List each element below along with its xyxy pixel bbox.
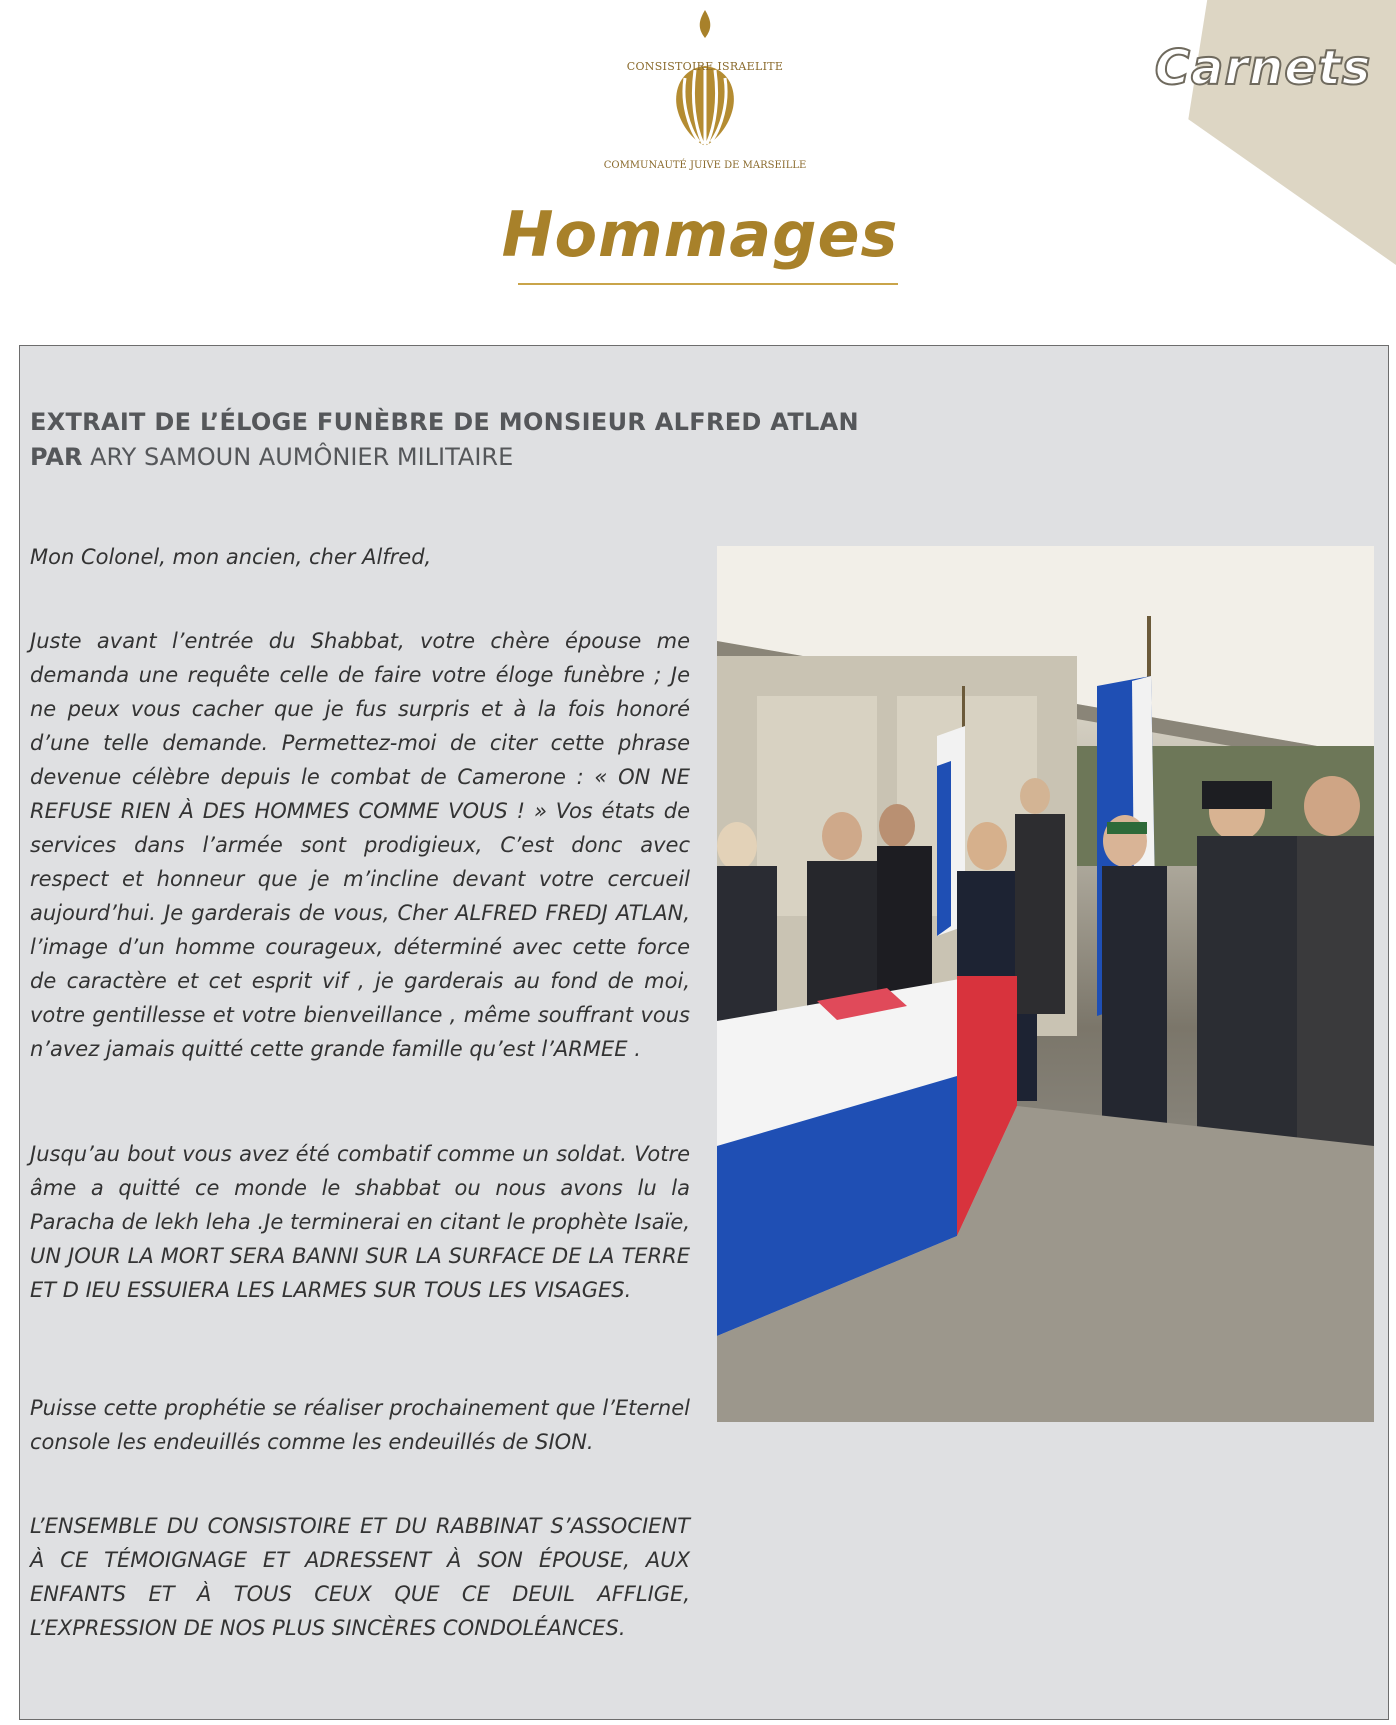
eulogy-paragraph-2: Jusqu’au bout vous avez été combatif comme un soldat. Votre âme a quitté ce monde le shabbat ou nous avons lu la Paracha de lekh leha .Je terminerai en citant le prophète Isaïe, UN JOUR LA MORT SERA BANNI SUR LA SURFACE DE LA TERRE ET D IEU ESSUIERA LES LARMES SUR TOUS LES VISAGES.	[30, 1142, 690, 1302]
salutation: Mon Colonel, mon ancien, cher Alfred,	[30, 545, 432, 569]
section-label: Carnets	[1154, 40, 1372, 96]
title-underline	[518, 283, 898, 285]
page-title: Hommages	[501, 198, 899, 271]
article-byline	[30, 440, 930, 474]
logo-org-line: CONSISTOIRE ISRAELITE	[626, 60, 784, 73]
article-headline: EXTRAIT DE L’ÉLOGE FUNÈBRE DE MONSIEUR ALFRED ATLAN	[30, 408, 859, 436]
byline-prefix: PAR	[30, 443, 83, 471]
flame-emblem-icon	[663, 8, 747, 158]
byline-name: ARY SAMOUN AUMÔNIER MILITAIRE	[90, 443, 514, 471]
logo-community-line: COMMUNAUTÉ JUIVE DE MARSEILLE	[603, 160, 807, 171]
eulogy-paragraph-3: Puisse cette prophétie se réaliser prochainement que l’Eternel console les endeuillés comme les endeuillés de SION.	[30, 1396, 690, 1454]
consistoire-logo	[585, 8, 825, 178]
eulogy-paragraph-1: Juste avant l’entrée du Shabbat, votre chère épouse me demanda une requête celle de faire votre éloge funèbre ; Je ne peux vous cacher que je fus surpris et à la fois honoré d’une telle demande. Permettez-moi de citer cette phrase devenue célèbre depuis le combat de Camerone : « ON NE REFUSE RIEN À DES HOMMES COMME VOUS ! » Vos états de services dans l’armée sont prodigieux, C’est donc avec respect et honneur que je m’incline devant votre cercueil aujourd’hui. Je garderais de vous, Cher ALFRED FREDJ ATLAN, l’image d’un homme courageux, déterminé avec cette force de caractère et cet esprit vif , je garderais au fond de moi, votre gentillesse et votre bienveillance , même souffrant vous n’avez jamais quitté cette grande famille qu’est l’ARMEE .	[30, 629, 690, 1061]
condolences-paragraph: L’ENSEMBLE DU CONSISTOIRE ET DU RABBINAT S’ASSOCIENT À CE TÉMOIGNAGE ET ADRESSENT À SON ÉPOUSE, AUX ENFANTS ET À TOUS CEUX QUE CE DEUIL AFFLIGE, L’EXPRESSION DE NOS PLUS SINCÈRES CONDOLÉANCES.	[30, 1514, 690, 1640]
funeral-ceremony-photo	[717, 546, 1374, 1422]
